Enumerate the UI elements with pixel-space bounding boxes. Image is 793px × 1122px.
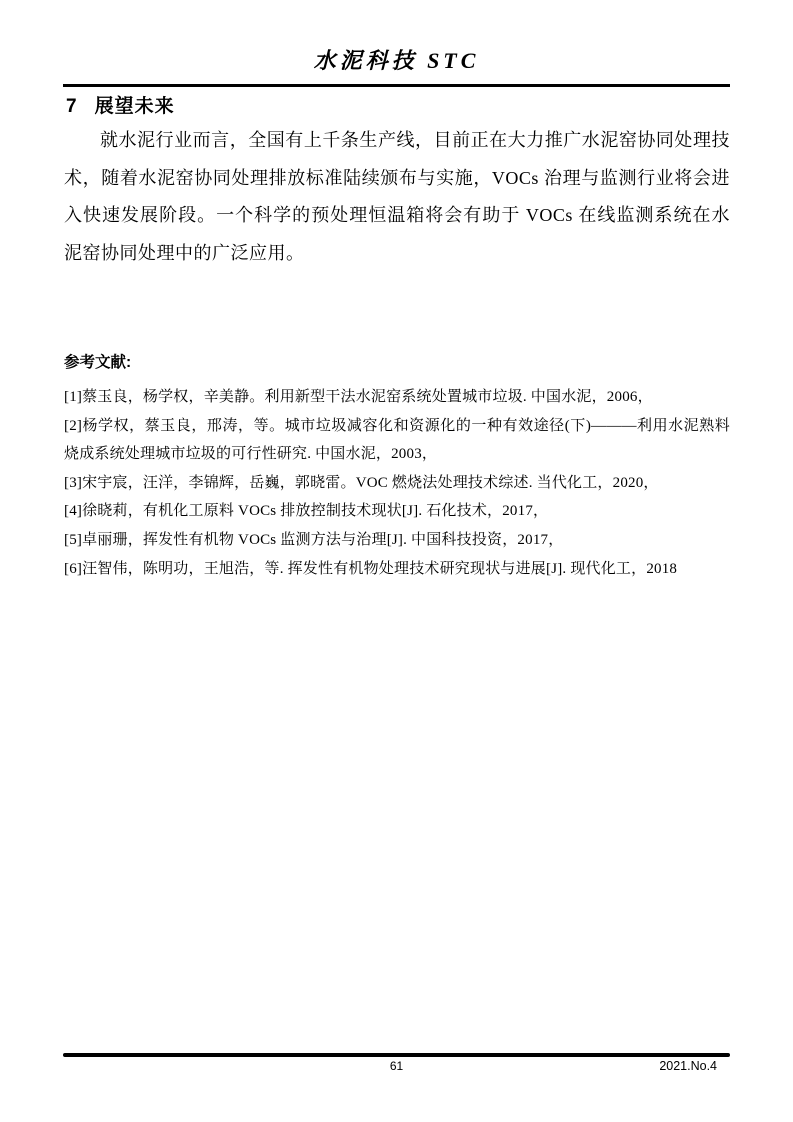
header-rule bbox=[63, 84, 730, 87]
issue-label: 2021.No.4 bbox=[659, 1059, 717, 1073]
section-title: 展望未来 bbox=[94, 96, 175, 117]
reference-item-5: [5]卓丽珊，挥发性有机物 VOCs 监测方法与治理[J]. 中国科技投资，2017， bbox=[64, 531, 564, 548]
journal-title: 水泥科技 STC bbox=[313, 48, 480, 73]
footer-rule bbox=[63, 1053, 730, 1057]
references-section bbox=[64, 352, 730, 583]
section-heading bbox=[66, 91, 175, 118]
reference-item-3: [3]宋宇宸，汪洋，李锦辉，岳巍，郭晓雷。VOC 燃烧法处理技术综述. 当代化工，2020， bbox=[64, 474, 659, 491]
reference-item-6: [6]汪智伟，陈明功，王旭浩，等. 挥发性有机物处理技术研究现状与进展[J]. 现代化工，2018 bbox=[64, 560, 678, 577]
reference-item-2: [2]杨学权，蔡玉良，邢涛，等。城市垃圾减容化和资源化的一种有效途径(下)———利用水泥熟料烧成系统处理城市垃圾的可行性研究. 中国水泥，2003， bbox=[64, 417, 730, 463]
section-number: 7 bbox=[66, 96, 78, 117]
reference-item-1: [1]蔡玉良，杨学权，辛美静。利用新型干法水泥窑系统处置城市垃圾. 中国水泥，2006， bbox=[64, 389, 653, 405]
body-paragraph: 就水泥行业而言，全国有上千条生产线，目前正在大力推广水泥窑协同处理技术，随着水泥窑协同处理排放标准陆续颁布与实施，VOCs 治理与监测行业将会进入快速发展阶段。一个科学的预处理恒温箱将会有助于 VOCs 在线监测系统在水泥窑协同处理中的广泛应用。 bbox=[64, 130, 730, 263]
references-heading: 参考文献: bbox=[64, 354, 132, 371]
reference-item-4: [4]徐晓莉，有机化工原料 VOCs 排放控制技术现状[J]. 石化技术，2017， bbox=[64, 503, 549, 520]
page-number: 61 bbox=[389, 1059, 404, 1073]
